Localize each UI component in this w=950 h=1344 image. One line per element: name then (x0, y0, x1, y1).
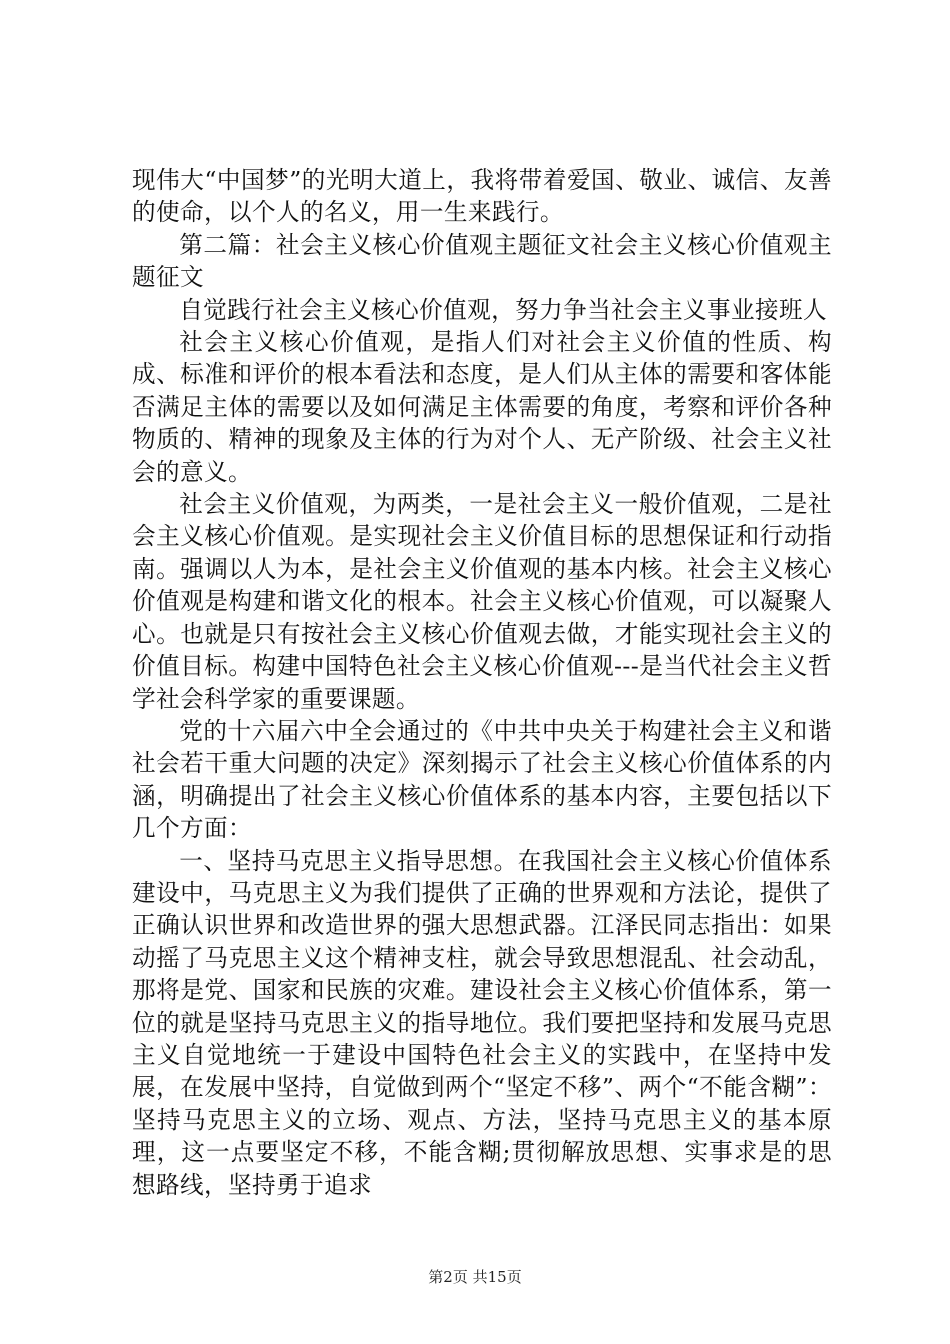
paragraph-essay-title: 自觉践行社会主义核心价值观，努力争当社会主义事业接班人 (179, 295, 828, 324)
page-footer (0, 1266, 950, 1287)
paragraph-section-heading: 第二篇：社会主义核心价值观主题征文社会主义核心价值观主题征文 (132, 230, 832, 292)
paragraph-value-types: 社会主义价值观，为两类，一是社会主义一般价值观，二是社会主义核心价值观。是实现社会主义价值目标的思想保证和行动指南。强调以人为本，是社会主义价值观的基本内核。社会主义核心价值观是构建和谐文化的根本。社会主义核心价值观，可以凝聚人心。也就是只有按社会主义核心价值观去做，才能实现社会主义的价值目标。构建中国特色社会主义核心价值观---是当代社会主义哲学社会科学家的重要课题。 (132, 490, 832, 713)
paragraph-continuation: 现伟大“中国梦”的光明大道上，我将带着爱国、敬业、诚信、友善的使命，以个人的名义，用一生来践行。 (132, 166, 832, 227)
paragraph-party-decision: 党的十六届六中全会通过的《中共中央关于构建社会主义和谐社会若干重大问题的决定》深刻揭示了社会主义核心价值体系的内涵，明确提出了社会主义核心价值体系的基本内容，主要包括以下几个方面： (132, 716, 832, 843)
paragraph-definition: 社会主义核心价值观，是指人们对社会主义价值的性质、构成、标准和评价的根本看法和态度，是人们从主体的需要和客体能否满足主体的需要以及如何满足主体需要的角度，考察和评价各种物质的、精神的现象及主体的行为对个人、无产阶级、社会主义社会的意义。 (132, 328, 832, 486)
paragraph-marxism-guidance: 一、坚持马克思主义指导思想。在我国社会主义核心价值体系建设中，马克思主义为我们提供了正确的世界观和方法论，提供了正确认识世界和改造世界的强大思想武器。江泽民同志指出：如果动摇了马克思主义这个精神支柱，就会导致思想混乱、社会动乱，那将是党、国家和民族的灾难。建设社会主义核心价值体系，第一位的就是坚持马克思主义的指导地位。我们要把坚持和发展马克思主义自觉地统一于建设中国特色社会主义的实践中，在坚持中发展，在发展中坚持，自觉做到两个“坚定不移”、两个“不能含糊”：坚持马克思主义的立场、观点、方法，坚持马克思主义的基本原理，这一点要坚定不移，不能含糊;贯彻解放思想、实事求是的思想路线，坚持勇于追求 (132, 846, 832, 1199)
document-body (132, 164, 832, 1201)
page-number-label: 第2页 共15页 (428, 1268, 522, 1286)
